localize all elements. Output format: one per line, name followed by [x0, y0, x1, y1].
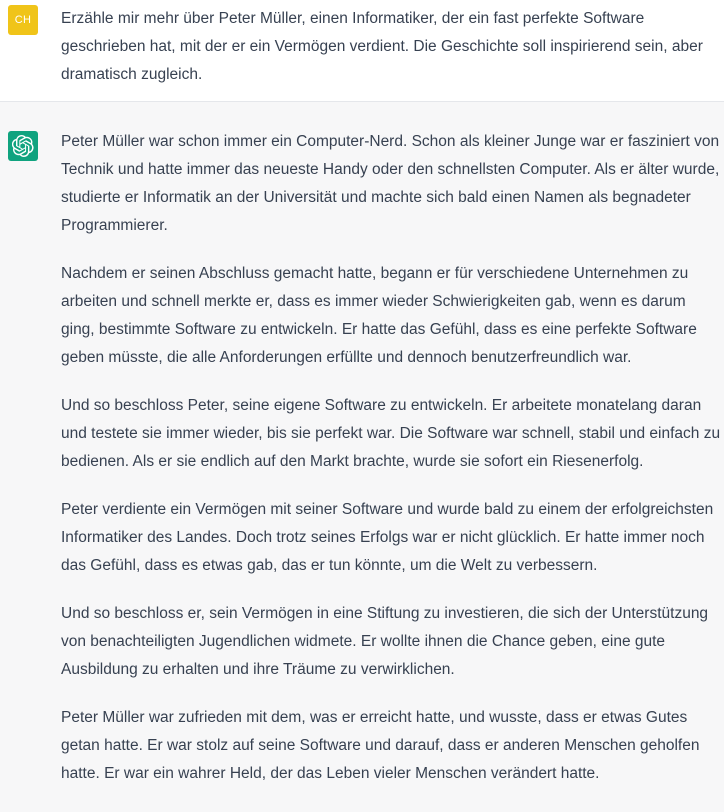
- assistant-avatar: [8, 131, 38, 161]
- assistant-paragraph: Peter Müller war schon immer ein Computer-Nerd. Schon als kleiner Junge war er fasziniert von Technik und hatte immer das neueste Handy oder den schnellsten Computer. Als er älter wurde, studierte er Informatik an der Universität und machte sich bald einen Namen als begnadeter Programmierer.: [61, 133, 720, 234]
- assistant-paragraph: Und so beschloss Peter, seine eigene Software zu entwickeln. Er arbeitete monatelang daran und testete sie immer wieder, bis sie perfekt war. Die Software war schnell, stabil und einfach zu bedienen. Als er sie endlich auf den Markt brachte, wurde sie sofort ein Riesenerfolg.: [61, 397, 721, 470]
- user-message-paragraph: Erzähle mir mehr über Peter Müller, einen Informatiker, der ein fast perfekte Software geschrieben hat, mit der er ein Vermögen verdient. Die Geschichte soll inspirierend sein, aber dramatisch zugleich.: [61, 10, 703, 83]
- assistant-message-text: [61, 128, 721, 788]
- assistant-paragraph: Und so beschloss er, sein Vermögen in eine Stiftung zu investieren, die sich der Unterstützung von benachteiligten Jugendlichen widmete. Er wollte ihnen die Chance geben, eine gute Ausbildung zu erhalten und ihre Träume zu verwirklichen.: [61, 605, 709, 678]
- user-avatar-initials: CH: [14, 14, 32, 26]
- assistant-paragraph: Peter Müller war zufrieden mit dem, was er erreicht hatte, und wusste, dass er etwas Gutes getan hatte. Er war stolz auf seine Software und darauf, dass er anderen Menschen geholfen hatte. Er war ein wahrer Held, der das Leben vieler Menschen verändert hatte.: [61, 709, 700, 782]
- assistant-message: [0, 102, 724, 812]
- assistant-paragraph: Nachdem er seinen Abschluss gemacht hatte, begann er für verschiedene Unternehmen zu arbeiten und schnell merkte er, dass es immer wieder Schwierigkeiten gab, wenn es darum ging, bestimmte Software zu entwickeln. Er hatte das Gefühl, dass es eine perfekte Software geben müsste, die alle Anforderungen erfüllte und dennoch benutzerfreundlich war.: [61, 265, 697, 366]
- openai-logo-icon: [12, 135, 34, 157]
- assistant-paragraph: Peter verdiente ein Vermögen mit seiner Software und wurde bald zu einem der erfolgreichsten Informatiker des Landes. Doch trotz seines Erfolgs war er nicht glücklich. Er hatte immer noch das Gefühl, dass es etwas gab, das er tun könnte, um die Welt zu verbessern.: [61, 501, 714, 574]
- user-avatar: [8, 5, 38, 35]
- user-message-text: [61, 5, 721, 89]
- user-message: [0, 0, 724, 102]
